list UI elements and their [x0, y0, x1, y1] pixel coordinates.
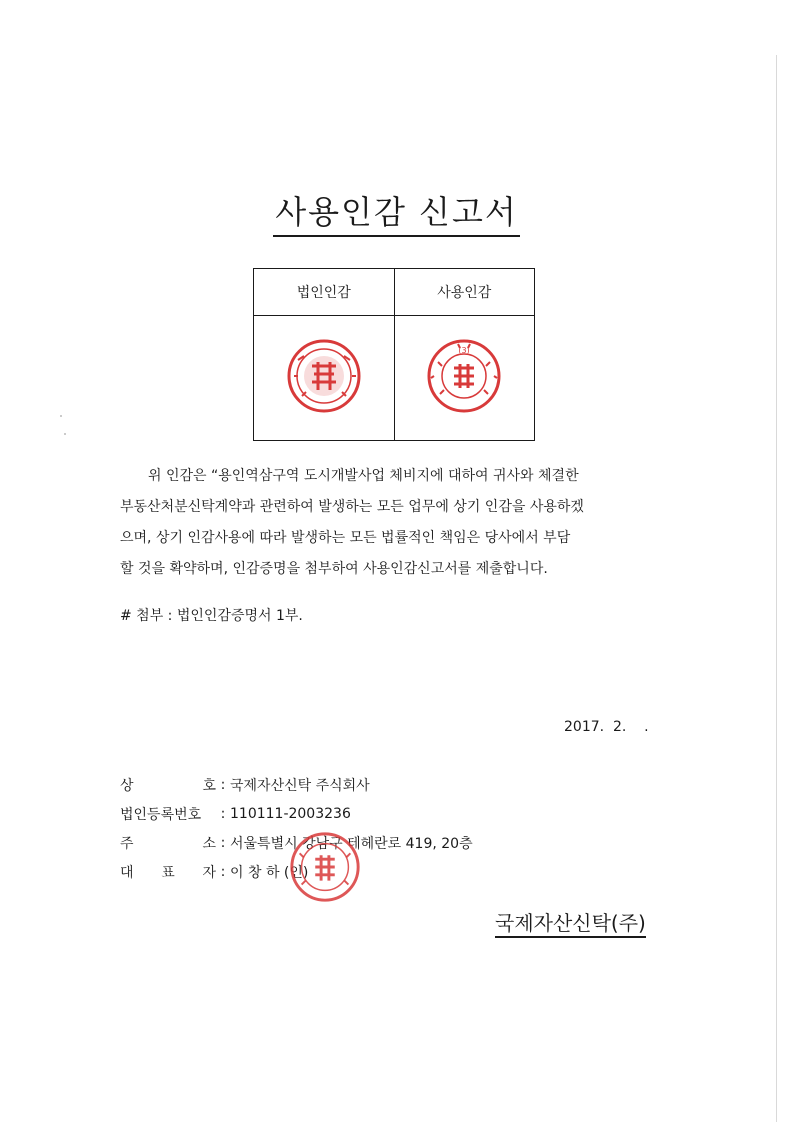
representative-seal-icon: [286, 828, 364, 906]
attachment-note: # 첨부 : 법인인감증명서 1부.: [120, 608, 303, 624]
usage-seal-header: 사용인감: [394, 269, 535, 316]
document-title: [0, 187, 793, 237]
trade-name-row: 상 호 : 국제자산신탁 주식회사: [120, 776, 370, 794]
address-value: 서울특별시 강남구 테헤란로 419, 20층: [230, 835, 473, 852]
body-line: 할 것을 확약하며, 인감증명을 첨부하여 사용인감신고서를 제출합니다.: [120, 561, 548, 577]
address-label: 주 소: [120, 835, 216, 852]
representative-value: 이 창 하 (인): [230, 864, 309, 881]
declaration-body: [120, 461, 660, 585]
representative-label: 대 표 자: [120, 864, 216, 881]
reg-no-row: 법인등록번호 : 110111-2003236: [120, 805, 351, 823]
company-signature-text: 국제자산신탁(주): [495, 911, 646, 938]
usage-seal-icon: [424, 336, 504, 416]
address-row: 주 소 : 서울특별시 강남구 테헤란로 419, 20층: [120, 834, 473, 852]
body-line: 부동산처분신탁계약과 관련하여 발생하는 모든 업무에 상기 인감을 사용하겠: [120, 499, 584, 515]
title-text: 사용인감 신고서: [273, 187, 520, 237]
reg-no-label: 법인등록번호: [120, 806, 202, 823]
corporate-seal-header: 법인인감: [254, 269, 395, 316]
trade-name-label: 상 호: [120, 777, 216, 794]
corporate-seal-icon: [284, 336, 364, 416]
scan-speck: [60, 415, 62, 417]
company-signature: [495, 907, 646, 936]
usage-seal-cell: [394, 316, 535, 441]
document-date: 2017. 2. .: [564, 719, 649, 735]
body-line: 으며, 상기 인감사용에 따라 발생하는 모든 법률적인 책임은 당사에서 부담: [120, 530, 571, 546]
corporate-seal-cell: [254, 316, 395, 441]
trade-name-value: 국제자산신탁 주식회사: [230, 777, 370, 794]
reg-no-value: 110111-2003236: [230, 805, 351, 822]
scan-speck: [64, 433, 66, 435]
svg-text:(3): (3): [458, 346, 470, 355]
body-line: 위 인감은 “용인역삼구역 도시개발사업 체비지에 대하여 귀사와 체결한: [148, 468, 579, 484]
representative-row: 대 표 자 : 이 창 하 (인): [120, 863, 309, 881]
seal-table: [253, 268, 535, 441]
